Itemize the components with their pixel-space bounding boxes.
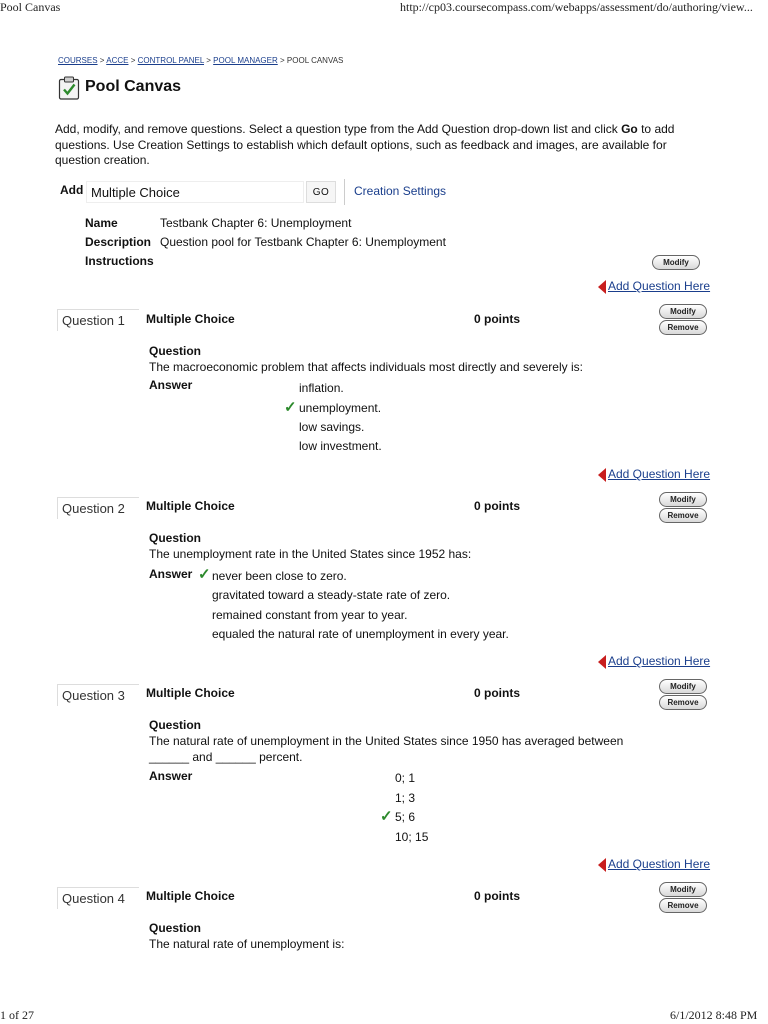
answer-option: 10; 15 [395,830,429,844]
answer-option: low investment. [299,439,382,453]
answer-option-correct: 5; 6 [395,810,416,824]
breadcrumb-current: POOL CANVAS [286,56,344,65]
pool-instructions-label: Instructions [85,254,154,268]
question-points: 0 points [474,499,521,513]
check-mark-icon: ✓ [380,808,393,825]
answer-option: gravitated toward a steady-state rate of zero. [212,588,451,602]
page-title: Pool Canvas [85,78,182,95]
question-number: Question 4 [57,887,139,909]
question-text: The natural rate of unemployment is: [149,937,345,951]
creation-settings-link[interactable]: Creation Settings [354,184,447,198]
answer-option: low savings. [299,420,365,434]
toolbar-divider [344,179,345,205]
answer-option: inflation. [299,381,344,395]
add-question-here-link[interactable]: Add Question Here [608,857,711,871]
question-type: Multiple Choice [146,499,235,513]
question-points: 0 points [474,889,521,903]
pool-description-label: Description [85,235,152,249]
question-label: Question [149,921,202,935]
print-header-url: http://cp03.coursecompass.com/webapps/assessment/do/authoring/view... [400,0,753,14]
breadcrumb-acce[interactable]: ACCE [106,56,129,65]
breadcrumb-separator: > [99,56,105,65]
red-triangle-arrow-icon [598,468,606,482]
breadcrumb-separator: > [206,56,211,65]
breadcrumb-separator: > [280,56,285,65]
modify-pool-button[interactable]: Modify [652,255,700,270]
answer-label: Answer [149,378,193,392]
modify-question-button[interactable]: Modify [659,679,707,694]
add-question-label: Add [60,183,84,197]
modify-question-button[interactable]: Modify [659,304,707,319]
red-triangle-arrow-icon [598,655,606,669]
print-footer-datetime: 6/1/2012 8:48 PM [670,1008,758,1022]
red-triangle-arrow-icon [598,858,606,872]
remove-question-button[interactable]: Remove [659,695,707,710]
answer-option: remained constant from year to year. [212,608,408,622]
answer-option: equaled the natural rate of unemployment in every year. [212,627,509,641]
question-type: Multiple Choice [146,889,235,903]
question-label: Question [149,344,202,358]
question-text: The natural rate of unemployment in the United States since 1950 has averaged between ______ and ______ percent. [149,734,624,764]
question-number: Question 3 [57,684,139,706]
answer-label: Answer [149,769,193,783]
question-text: The macroeconomic problem that affects individuals most directly and severely is: [149,360,583,374]
breadcrumb-pool-manager[interactable]: POOL MANAGER [213,56,278,65]
question-number: Question 2 [57,497,139,519]
question-type: Multiple Choice [146,312,235,326]
intro-text-end: to add questions. Use Creation Settings to establish which default options, such as feedback and images, are available for question creation. [55,122,675,167]
pool-name-value: Testbank Chapter 6: Unemployment [160,216,352,230]
remove-question-button[interactable]: Remove [659,898,707,913]
add-question-here-link[interactable]: Add Question Here [608,279,711,293]
remove-question-button[interactable]: Remove [659,508,707,523]
question-points: 0 points [474,686,521,700]
answer-option-correct: unemployment. [299,401,382,415]
question-text: The unemployment rate in the United States since 1952 has: [149,547,472,561]
page-instructions [55,122,695,169]
add-question-here-link[interactable]: Add Question Here [608,467,711,481]
breadcrumb [58,56,343,65]
pool-description-value: Question pool for Testbank Chapter 6: Unemployment [160,235,446,249]
pool-name-label: Name [85,216,118,230]
question-number: Question 1 [57,309,139,331]
modify-question-button[interactable]: Modify [659,492,707,507]
remove-question-button[interactable]: Remove [659,320,707,335]
add-question-here-link[interactable]: Add Question Here [608,654,711,668]
breadcrumb-courses[interactable]: COURSES [58,56,98,65]
answer-label: Answer [149,567,193,581]
breadcrumb-control-panel[interactable]: CONTROL PANEL [137,56,205,65]
check-mark-icon: ✓ [198,566,211,583]
question-label: Question [149,531,202,545]
question-type-select[interactable]: Multiple Choice [86,181,304,203]
intro-go-word: Go [621,122,638,136]
answer-option: 1; 3 [395,791,416,805]
answer-option: 0; 1 [395,771,416,785]
go-button[interactable]: GO [306,181,336,203]
question-label: Question [149,718,202,732]
modify-question-button[interactable]: Modify [659,882,707,897]
print-header-title: Pool Canvas [0,0,61,14]
question-type: Multiple Choice [146,686,235,700]
question-points: 0 points [474,312,521,326]
breadcrumb-separator: > [130,56,136,65]
red-triangle-arrow-icon [598,280,606,294]
intro-text-start: Add, modify, and remove questions. Select a question type from the Add Question drop-down list and click [55,122,622,136]
answer-option-correct: never been close to zero. [212,569,347,583]
print-footer-page-count: 1 of 27 [0,1008,34,1022]
check-mark-icon: ✓ [284,399,297,416]
clipboard-check-icon [58,76,80,100]
